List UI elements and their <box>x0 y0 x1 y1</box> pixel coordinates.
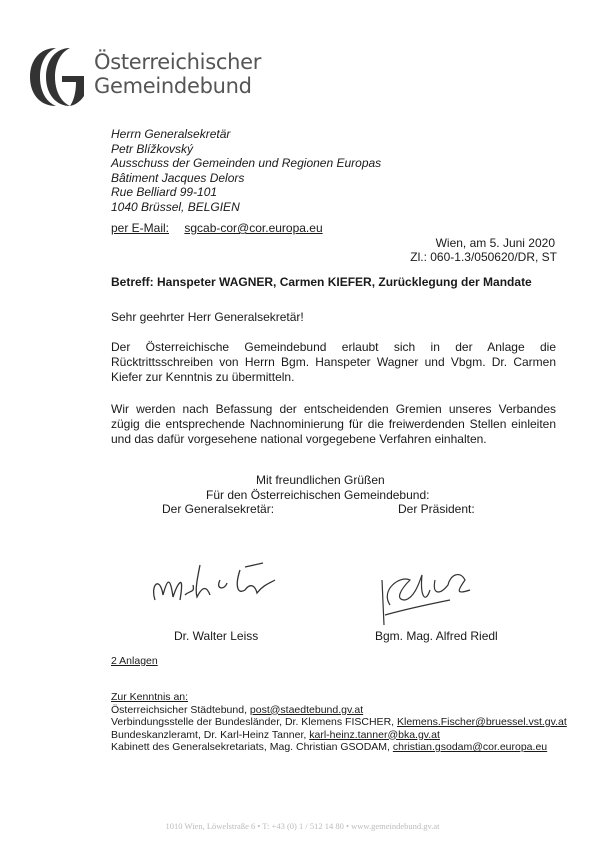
closing-org: Für den Österreichischen Gemeindebund: <box>206 488 430 502</box>
paragraph: Wir werden nach Befassung der entscheidenden Gremien unseres Verbandes zügig die entsprechende Nachnominierung für die freiwerdenden Stellen einleiten und das dafür vorgesehene national vorgegebene Verfahren einhalten. <box>111 402 556 446</box>
date: Wien, am 5. Juni 2020 <box>435 236 555 250</box>
signer1-name: Dr. Walter Leiss <box>174 629 259 643</box>
email-label: per E-Mail: <box>111 221 170 235</box>
cc-text: Verbindungsstelle der Bundesländer, Dr. Klemens FISCHER, <box>111 716 397 728</box>
email-link[interactable]: sgcab-cor@cor.europa.eu <box>184 221 323 235</box>
closing: Mit freundlichen Grüßen <box>256 473 385 487</box>
cc-text: Österreichsicher Städtebund, <box>111 703 250 716</box>
cc-text: Bundeskanzleramt, Dr. Karl-Heinz Tanner, <box>111 728 310 741</box>
signature-riedl <box>370 560 480 630</box>
email-line <box>111 221 323 235</box>
letterhead-line1: Österreichischer <box>94 50 262 74</box>
salutation: Sehr geehrter Herr Generalsekretär! <box>111 310 304 324</box>
signature-leiss <box>145 555 305 610</box>
gemeindebund-logo-icon <box>26 44 86 110</box>
subject: Betreff: Hanspeter WAGNER, Carmen KIEFER, Zurücklegung der Mandate <box>111 275 532 289</box>
address-line: Rue Belliard 99-101 <box>111 185 218 199</box>
cc-list <box>111 691 567 754</box>
address-line: 1040 Brüssel, BELGIEN <box>111 199 240 214</box>
cc-email[interactable]: Klemens.Fischer@bruessel.vst.gv.at <box>396 716 567 728</box>
cc-heading: Zur Kenntnis an: <box>111 691 189 703</box>
signer2-title: Der Präsident: <box>398 502 475 516</box>
address-line: Ausschuss der Gemeinden und Regionen Europas <box>111 156 382 170</box>
cc-item <box>111 741 567 754</box>
address-line: Herrn Generalsekretär <box>111 127 231 141</box>
date-reference <box>410 236 557 264</box>
footer: 1010 Wien, Löwelstraße 6 • T: +43 (0) 1 / 512 14 80 • www.gemeindebund.gv.at <box>165 821 440 831</box>
cc-text: Kabinett des Generalsekretariats, Mag. Christian GSODAM, <box>111 741 393 753</box>
letterhead-name <box>94 50 261 98</box>
letterhead-line2: Gemeindebund <box>94 74 252 98</box>
paragraph: Der Österreichische Gemeindebund erlaubt sich in der Anlage die Rücktrittsschreiben von Herrn Bgm. Hanspeter Wagner und Vbgm. Dr. Carmen Kiefer zur Kenntnis zu übermitteln. <box>111 340 556 384</box>
address-line: Bâtiment Jacques Delors <box>111 170 245 185</box>
attachments: 2 Anlagen <box>111 655 158 667</box>
recipient-address <box>111 127 381 214</box>
reference: Zl.: 060-1.3/050620/DR, ST <box>410 250 557 264</box>
cc-email[interactable]: post@staedtebund.gv.at <box>249 703 364 716</box>
cc-email[interactable]: christian.gsodam@cor.europa.eu <box>392 741 548 753</box>
address-line: Petr Blížkovský <box>111 141 194 156</box>
signer1-title: Der Generalsekretär: <box>162 502 275 516</box>
cc-item <box>111 716 567 729</box>
cc-email[interactable]: karl-heinz.tanner@bka.gv.at <box>309 728 440 741</box>
logo <box>26 44 86 113</box>
cc-item <box>111 704 567 717</box>
cc-item <box>111 729 567 742</box>
signer2-name: Bgm. Mag. Alfred Riedl <box>375 629 498 643</box>
